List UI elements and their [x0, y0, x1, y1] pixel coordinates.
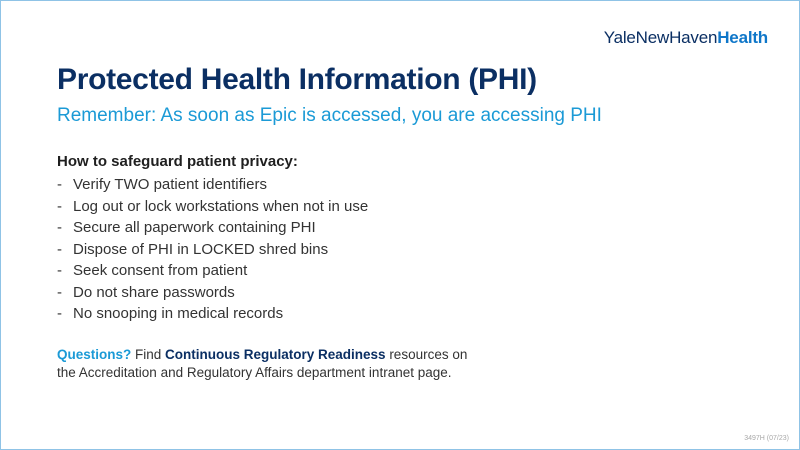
list-item [57, 303, 368, 325]
list-item [57, 282, 368, 304]
list-item-text: Dispose of PHI in LOCKED shred bins [73, 240, 329, 258]
page-subtitle: Remember: As soon as Epic is accessed, you are accessing PHI [57, 105, 602, 126]
dash-bullet: - [57, 262, 62, 279]
resource-name: Continuous Regulatory Readiness [165, 347, 386, 362]
questions-label: Questions? [57, 347, 132, 362]
dash-bullet: - [57, 283, 62, 301]
dash-bullet: - [57, 240, 62, 258]
footer-resources-text: resources on [385, 347, 468, 362]
dash-bullet: - [57, 176, 62, 193]
list-item [57, 217, 368, 239]
questions-footer [57, 346, 467, 382]
list-item-text: Secure all paperwork containing PHI [73, 219, 316, 236]
dash-bullet: - [57, 219, 62, 236]
list-item-text: No snooping in medical records [73, 305, 284, 322]
yale-new-haven-health-logo [604, 28, 768, 48]
safeguard-list [57, 174, 368, 325]
document-code: 3497H (07/23) [744, 435, 789, 442]
list-item [57, 260, 368, 282]
footer-line-2: the Accreditation and Regulatory Affairs department intranet page. [57, 365, 452, 380]
logo-text-bold: Health [717, 28, 768, 47]
footer-line-1 [57, 346, 467, 364]
list-item [57, 239, 368, 261]
footer-find-text: Find [131, 347, 166, 362]
list-item-text: Do not share passwords [73, 283, 235, 301]
list-item [57, 174, 368, 196]
logo-text-light: YaleNewHaven [603, 28, 718, 47]
list-item [57, 196, 368, 218]
page-title: Protected Health Information (PHI) [57, 63, 537, 96]
list-item-text: Seek consent from patient [73, 262, 248, 279]
safeguard-list-heading: How to safeguard patient privacy: [57, 153, 298, 170]
dash-bullet: - [57, 197, 62, 215]
list-item-text: Verify TWO patient identifiers [73, 176, 267, 193]
list-item-text: Log out or lock workstations when not in use [73, 197, 369, 215]
dash-bullet: - [57, 305, 62, 322]
